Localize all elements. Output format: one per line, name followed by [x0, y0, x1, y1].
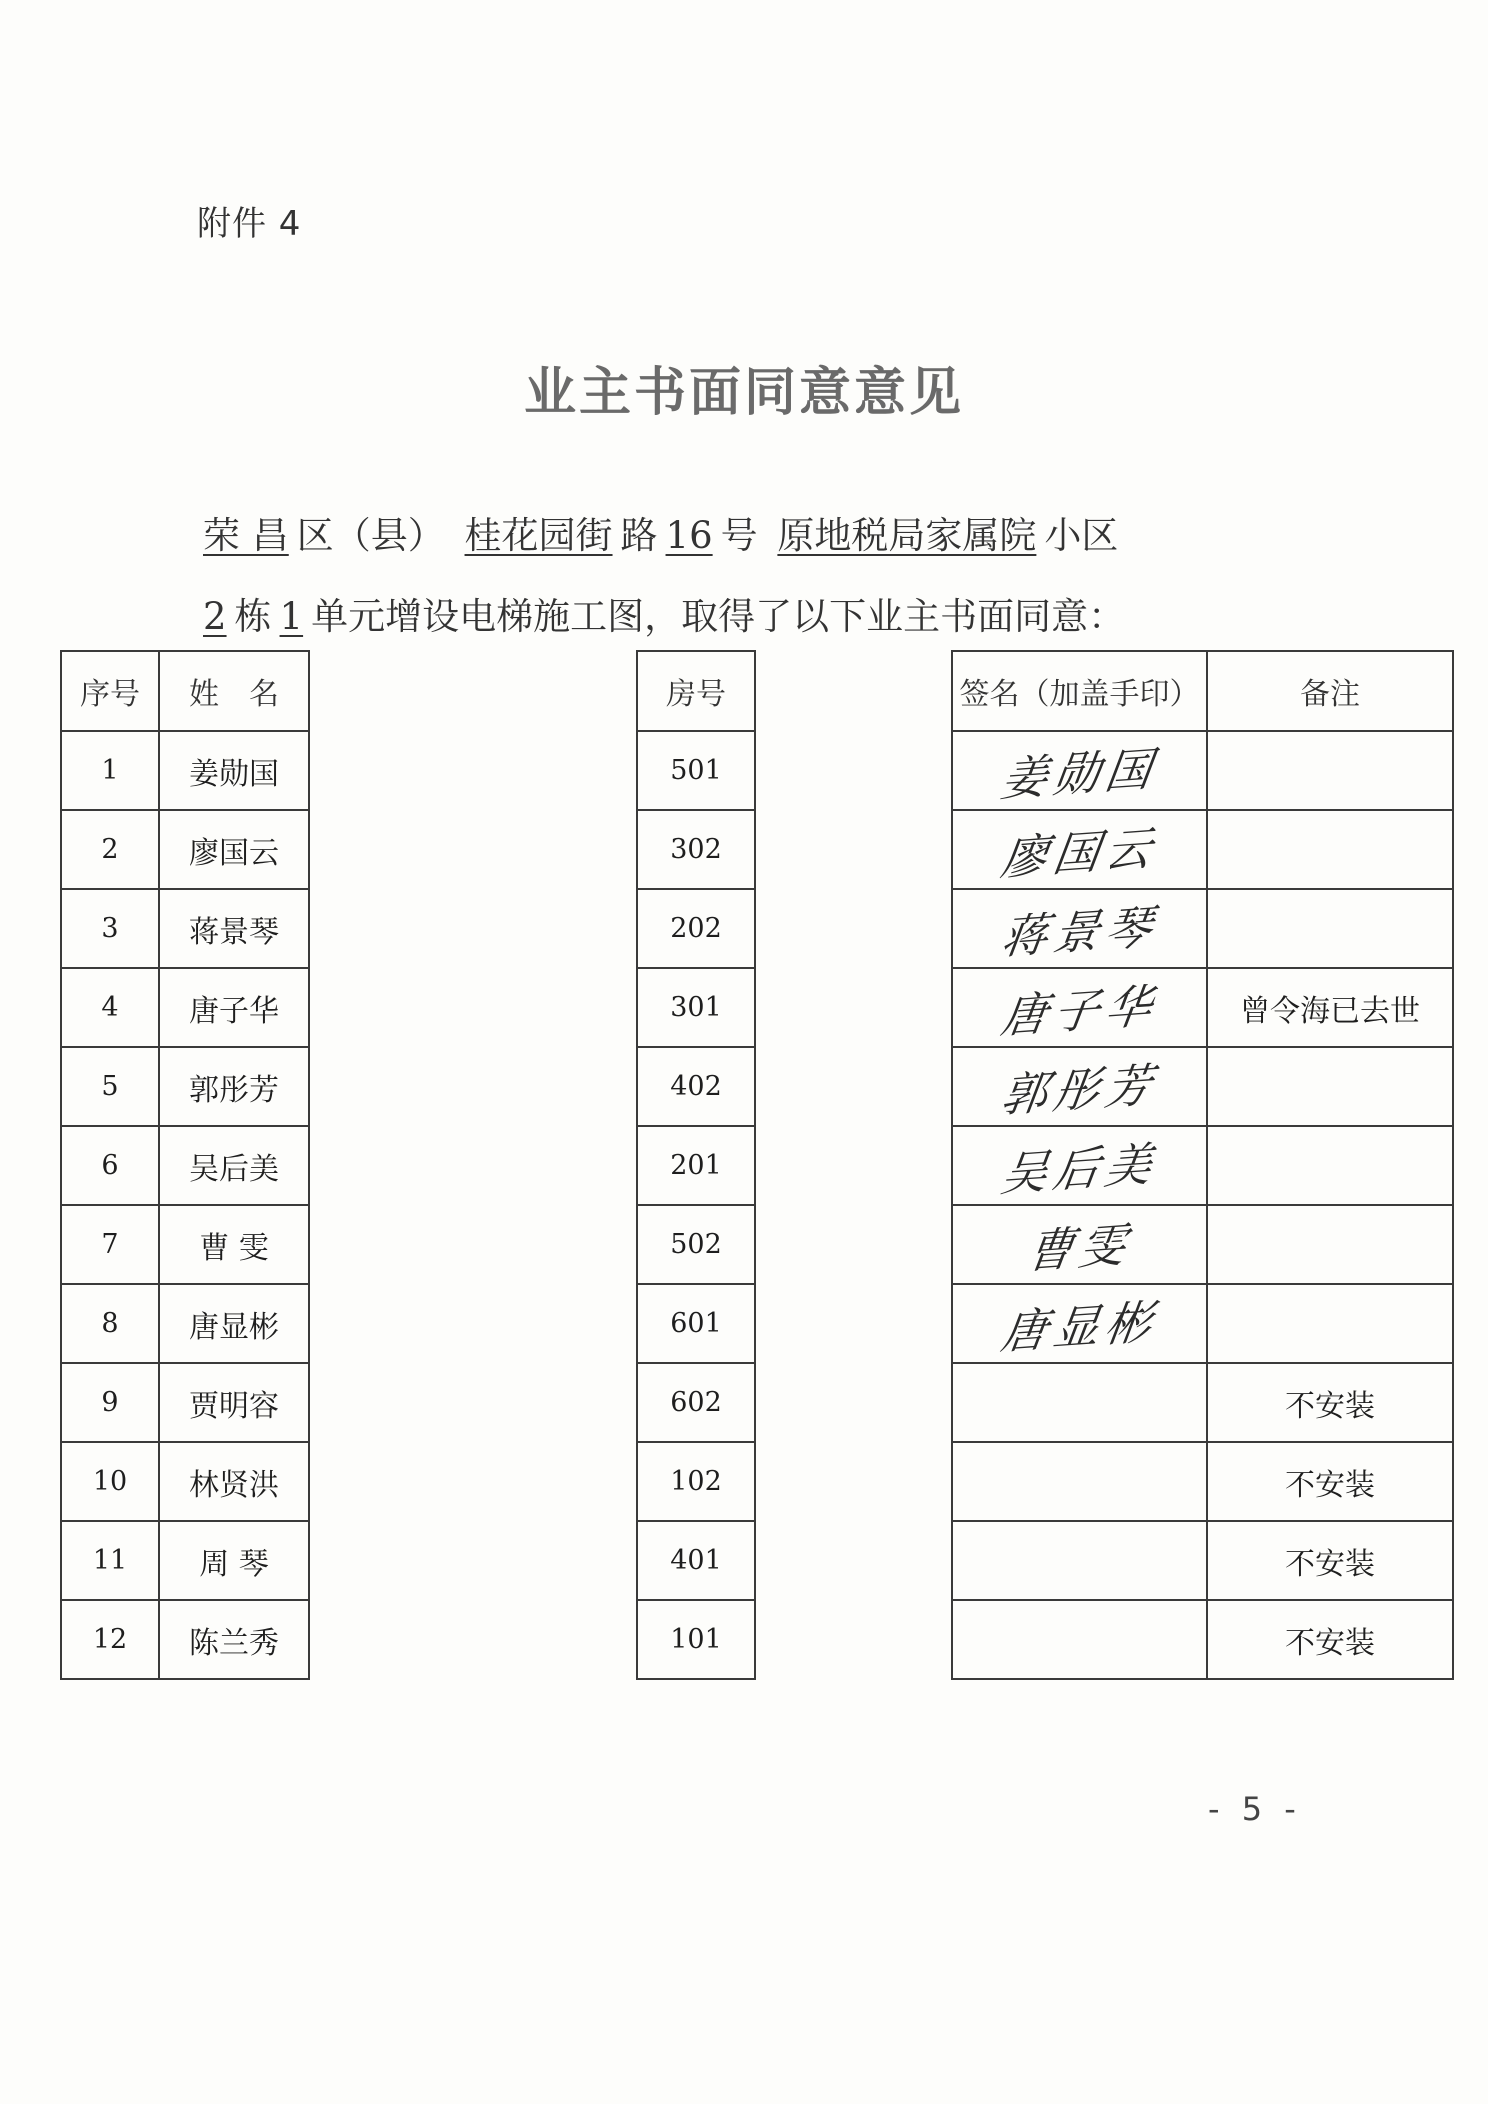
row-note — [1207, 731, 1453, 810]
table-row — [61, 1284, 1453, 1363]
consent-table — [60, 650, 1454, 1680]
row-signature — [952, 1205, 1207, 1284]
row-name: 唐显彬 — [159, 1284, 309, 1363]
row-name: 林贤洪 — [159, 1442, 309, 1521]
handwritten-signature: 曹雯 — [1023, 1216, 1135, 1279]
row-note — [1207, 810, 1453, 889]
building-field: 2 — [203, 595, 227, 638]
row-room: 602 — [637, 1363, 755, 1442]
district-field: 荣 昌 — [203, 514, 289, 557]
table-row — [61, 1442, 1453, 1521]
row-seq: 11 — [61, 1521, 159, 1600]
header-note: 备注 — [1207, 651, 1453, 731]
building-suffix: 栋 — [234, 595, 272, 638]
row-redacted-1 — [309, 1521, 637, 1600]
row-signature — [952, 1126, 1207, 1205]
handwritten-signature: 唐子华 — [997, 977, 1161, 1044]
intro-line-1 — [195, 505, 1335, 559]
row-note — [1207, 1284, 1453, 1363]
row-name: 廖国云 — [159, 810, 309, 889]
community-field: 原地税局家属院 — [777, 514, 1037, 557]
row-note: 不安装 — [1207, 1363, 1453, 1442]
handwritten-signature: 唐显彬 — [997, 1293, 1161, 1360]
table-row — [61, 889, 1453, 968]
row-redacted-1 — [309, 1126, 637, 1205]
row-note: 曾令海已去世 — [1207, 968, 1453, 1047]
header-room: 房号 — [637, 651, 755, 731]
table-row — [61, 731, 1453, 810]
table-row — [61, 1521, 1453, 1600]
row-name: 唐子华 — [159, 968, 309, 1047]
community-suffix: 小区 — [1044, 514, 1119, 557]
header-redacted-2 — [755, 651, 952, 731]
row-signature — [952, 1521, 1207, 1600]
row-name: 周 琴 — [159, 1521, 309, 1600]
row-seq: 2 — [61, 810, 159, 889]
street-field: 桂花园街 — [464, 514, 613, 557]
row-name: 姜勋国 — [159, 731, 309, 810]
row-redacted-2 — [755, 1600, 952, 1679]
row-signature — [952, 1442, 1207, 1521]
row-room: 502 — [637, 1205, 755, 1284]
header-redacted-1 — [309, 651, 637, 731]
page-title: 业主书面同意意见 — [523, 363, 964, 423]
intro-line-2 — [195, 586, 1335, 640]
row-room: 402 — [637, 1047, 755, 1126]
row-signature — [952, 1600, 1207, 1679]
row-redacted-1 — [309, 968, 637, 1047]
row-redacted-2 — [755, 1521, 952, 1600]
table-header-row — [61, 651, 1453, 731]
row-redacted-1 — [309, 731, 637, 810]
header-sign: 签名（加盖手印） — [952, 651, 1207, 731]
row-redacted-2 — [755, 731, 952, 810]
row-redacted-2 — [755, 889, 952, 968]
row-redacted-1 — [309, 889, 637, 968]
header-seq: 序号 — [61, 651, 159, 731]
row-name: 蒋景琴 — [159, 889, 309, 968]
row-signature — [952, 1284, 1207, 1363]
table-row — [61, 1363, 1453, 1442]
row-redacted-1 — [309, 1047, 637, 1126]
row-room: 202 — [637, 889, 755, 968]
table-row — [61, 1047, 1453, 1126]
row-seq: 6 — [61, 1126, 159, 1205]
row-signature — [952, 810, 1207, 889]
row-note: 不安装 — [1207, 1442, 1453, 1521]
row-redacted-1 — [309, 1284, 637, 1363]
handwritten-signature: 廖国云 — [997, 819, 1161, 886]
row-redacted-2 — [755, 1363, 952, 1442]
row-signature — [952, 731, 1207, 810]
row-signature — [952, 889, 1207, 968]
row-note — [1207, 1205, 1453, 1284]
row-redacted-2 — [755, 1205, 952, 1284]
row-note — [1207, 889, 1453, 968]
row-seq: 1 — [61, 731, 159, 810]
table-body — [61, 731, 1453, 1679]
row-signature — [952, 968, 1207, 1047]
row-redacted-2 — [755, 968, 952, 1047]
row-redacted-2 — [755, 1047, 952, 1126]
row-signature — [952, 1363, 1207, 1442]
row-signature — [952, 1047, 1207, 1126]
handwritten-signature: 郭彤芳 — [997, 1056, 1161, 1123]
road-suffix: 路 — [620, 514, 658, 557]
row-room: 102 — [637, 1442, 755, 1521]
row-name: 陈兰秀 — [159, 1600, 309, 1679]
row-redacted-1 — [309, 810, 637, 889]
row-room: 201 — [637, 1126, 755, 1205]
row-seq: 3 — [61, 889, 159, 968]
row-seq: 12 — [61, 1600, 159, 1679]
row-seq: 9 — [61, 1363, 159, 1442]
attachment-label: 附件 4 — [197, 204, 302, 244]
header-name: 姓 名 — [159, 651, 309, 731]
handwritten-signature: 吴后美 — [997, 1135, 1161, 1202]
table-row — [61, 1205, 1453, 1284]
row-seq: 8 — [61, 1284, 159, 1363]
unit-field: 1 — [279, 595, 304, 638]
handwritten-signature: 姜勋国 — [997, 740, 1161, 807]
row-redacted-1 — [309, 1442, 637, 1521]
row-room: 302 — [637, 810, 755, 889]
table-row — [61, 1126, 1453, 1205]
number-field: 16 — [665, 514, 713, 557]
row-redacted-2 — [755, 1126, 952, 1205]
row-redacted-1 — [309, 1205, 637, 1284]
row-room: 601 — [637, 1284, 755, 1363]
row-seq: 5 — [61, 1047, 159, 1126]
row-name: 吴后美 — [159, 1126, 309, 1205]
row-redacted-2 — [755, 1284, 952, 1363]
row-redacted-1 — [309, 1600, 637, 1679]
row-seq: 4 — [61, 968, 159, 1047]
intro-tail: 单元增设电梯施工图，取得了以下业主书面同意： — [311, 595, 1126, 638]
page-number: - 5 - — [1208, 1790, 1302, 1828]
row-room: 501 — [637, 731, 755, 810]
row-room: 101 — [637, 1600, 755, 1679]
row-note — [1207, 1047, 1453, 1126]
row-name: 郭彤芳 — [159, 1047, 309, 1126]
table-row — [61, 968, 1453, 1047]
row-note — [1207, 1126, 1453, 1205]
row-room: 301 — [637, 968, 755, 1047]
row-redacted-2 — [755, 1442, 952, 1521]
row-name: 贾明容 — [159, 1363, 309, 1442]
row-seq: 7 — [61, 1205, 159, 1284]
table-row — [61, 1600, 1453, 1679]
row-redacted-1 — [309, 1363, 637, 1442]
handwritten-signature: 蒋景琴 — [997, 898, 1161, 965]
row-note: 不安装 — [1207, 1600, 1453, 1679]
row-room: 401 — [637, 1521, 755, 1600]
row-note: 不安装 — [1207, 1521, 1453, 1600]
row-redacted-2 — [755, 810, 952, 889]
table-row — [61, 810, 1453, 889]
row-seq: 10 — [61, 1442, 159, 1521]
row-name: 曹 雯 — [159, 1205, 309, 1284]
district-suffix: 区（县） — [296, 514, 445, 557]
number-suffix: 号 — [720, 514, 758, 557]
